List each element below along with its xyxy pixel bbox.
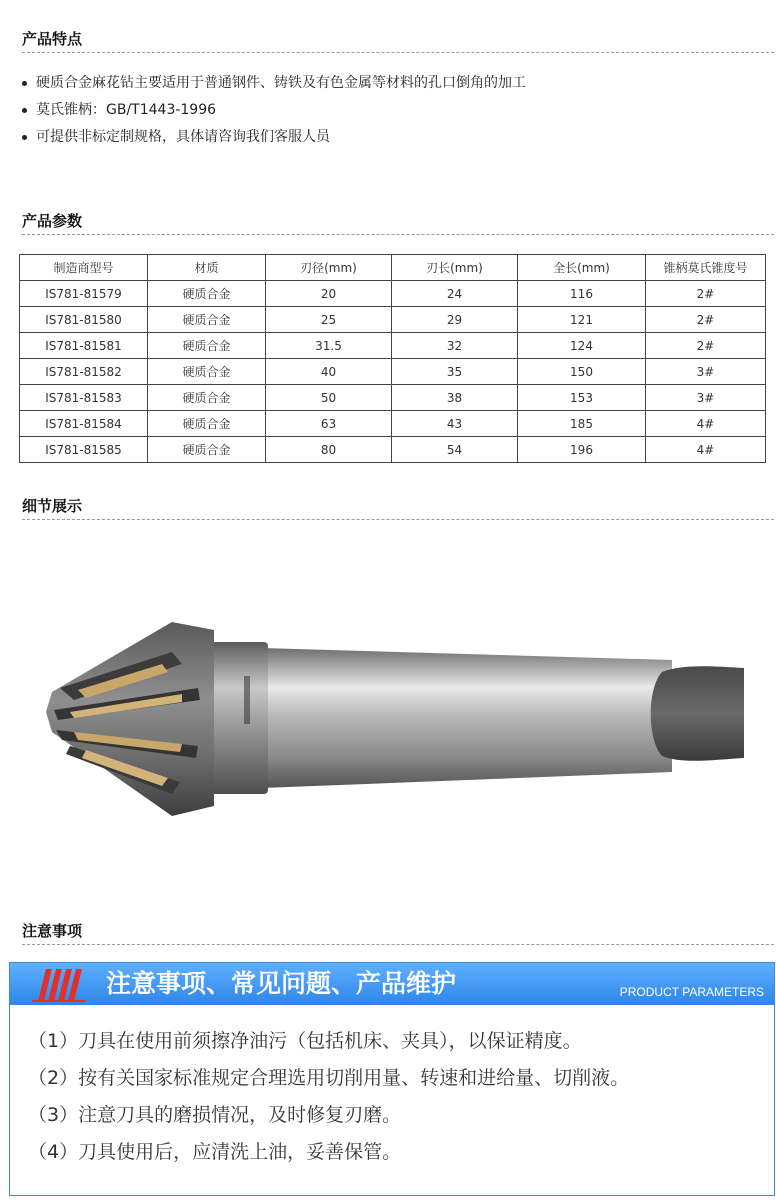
table-cell: 153 (518, 385, 646, 411)
table-cell: IS781-81581 (20, 333, 148, 359)
details-divider (22, 519, 774, 520)
features-divider (22, 52, 774, 53)
column-header: 锥柄莫氏锥度号 (646, 255, 766, 281)
table-row (20, 359, 766, 385)
notice-panel (9, 962, 775, 1196)
table-cell: 硬质合金 (148, 411, 266, 437)
table-cell: 4# (646, 411, 766, 437)
params-divider (22, 234, 774, 235)
table-header-row (20, 255, 766, 281)
table-cell: 20 (266, 281, 392, 307)
table-cell: 3# (646, 385, 766, 411)
notice-banner (10, 963, 774, 1005)
table-cell: 25 (266, 307, 392, 333)
column-header: 全长(mm) (518, 255, 646, 281)
table-row (20, 385, 766, 411)
table-cell: IS781-81583 (20, 385, 148, 411)
table-row (20, 307, 766, 333)
notice-banner-title: 注意事项、常见问题、产品维护 (106, 969, 457, 998)
table-cell: 31.5 (266, 333, 392, 359)
column-header: 刃长(mm) (392, 255, 518, 281)
table-cell: IS781-81585 (20, 437, 148, 463)
table-cell: 38 (392, 385, 518, 411)
countersink-product-photo (22, 560, 774, 880)
table-cell: 硬质合金 (148, 385, 266, 411)
table-cell: 121 (518, 307, 646, 333)
table-cell: 43 (392, 411, 518, 437)
column-header: 制造商型号 (20, 255, 148, 281)
table-cell: 40 (266, 359, 392, 385)
table-cell: 硬质合金 (148, 333, 266, 359)
column-header: 材质 (148, 255, 266, 281)
table-cell: 32 (392, 333, 518, 359)
notice-item: （4）刀具使用后，应清洗上油，妥善保管。 (28, 1141, 402, 1163)
feature-item: 可提供非标定制规格，具体请咨询我们客服人员 (22, 124, 526, 151)
table-cell: 硬质合金 (148, 281, 266, 307)
stripes-logo-icon (30, 967, 94, 1003)
notice-item: （2）按有关国家标准规定合理选用切削用量、转速和进给量、切削液。 (28, 1067, 630, 1089)
table-cell: 150 (518, 359, 646, 385)
table-row (20, 411, 766, 437)
table-cell: 124 (518, 333, 646, 359)
table-cell: 54 (392, 437, 518, 463)
table-row (20, 333, 766, 359)
notice-item: （3）注意刀具的磨损情况，及时修复刃磨。 (28, 1104, 402, 1126)
table-cell: 2# (646, 333, 766, 359)
table-cell: 硬质合金 (148, 437, 266, 463)
table-cell: 196 (518, 437, 646, 463)
table-cell: 4# (646, 437, 766, 463)
table-cell: 29 (392, 307, 518, 333)
table-cell: 硬质合金 (148, 359, 266, 385)
table-cell: 50 (266, 385, 392, 411)
table-cell: IS781-81584 (20, 411, 148, 437)
table-row (20, 437, 766, 463)
table-cell: 35 (392, 359, 518, 385)
table-cell: 185 (518, 411, 646, 437)
table-cell: IS781-81582 (20, 359, 148, 385)
details-section-title: 细节展示 (22, 497, 83, 515)
feature-item: 硬质合金麻花钻主要适用于普通钢件、铸铁及有色金属等材料的孔口倒角的加工 (22, 70, 526, 97)
params-table (19, 254, 766, 463)
features-section-title: 产品特点 (22, 30, 83, 48)
table-cell: 3# (646, 359, 766, 385)
table-cell: 80 (266, 437, 392, 463)
notes-section-title: 注意事项 (22, 922, 83, 940)
column-header: 刃径(mm) (266, 255, 392, 281)
table-cell: 63 (266, 411, 392, 437)
table-cell: IS781-81580 (20, 307, 148, 333)
table-cell: 2# (646, 281, 766, 307)
table-cell: 116 (518, 281, 646, 307)
table-cell: IS781-81579 (20, 281, 148, 307)
table-row (20, 281, 766, 307)
notes-divider (22, 944, 774, 945)
table-cell: 2# (646, 307, 766, 333)
table-cell: 24 (392, 281, 518, 307)
notice-item: （1）刀具在使用前须擦净油污（包括机床、夹具），以保证精度。 (28, 1030, 582, 1052)
params-section-title: 产品参数 (22, 212, 83, 230)
notice-list (28, 1023, 629, 1171)
feature-item: 莫氏锥柄：GB/T1443-1996 (22, 97, 526, 124)
notice-banner-subtitle: PRODUCT PARAMETERS (619, 985, 764, 999)
table-cell: 硬质合金 (148, 307, 266, 333)
features-list (22, 70, 526, 151)
